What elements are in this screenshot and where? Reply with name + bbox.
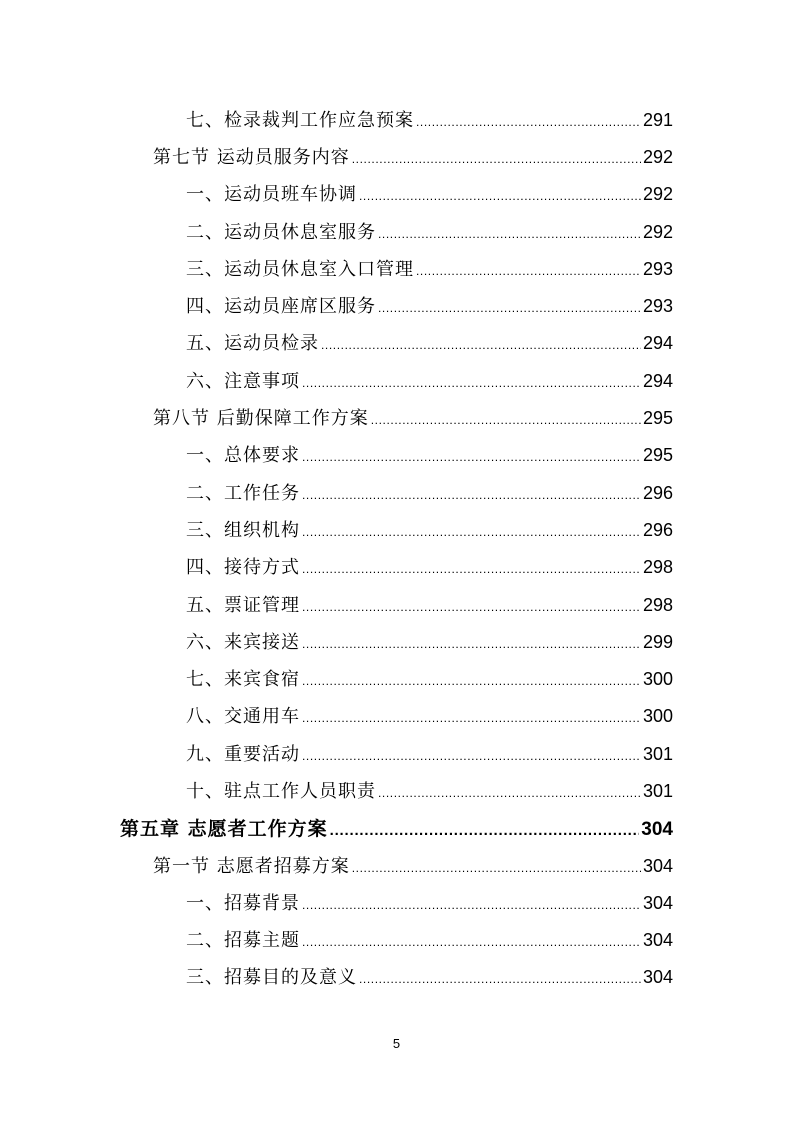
toc-dot-leader — [302, 488, 641, 502]
toc-entry-page-number: 304 — [642, 967, 673, 988]
toc-dot-leader — [302, 450, 641, 464]
toc-entry-page-number: 292 — [642, 221, 673, 242]
toc-dot-leader — [302, 674, 641, 688]
toc-dot-leader — [302, 525, 641, 539]
toc-entry-label: 五、票证管理 — [186, 594, 300, 616]
toc-entry-content — [186, 963, 673, 989]
toc-entry-page-number: 304 — [642, 930, 673, 951]
toc-entry-label: 一、总体要求 — [186, 445, 300, 467]
toc-section-entry[interactable] — [0, 398, 793, 435]
toc-subsection-entry[interactable] — [0, 697, 793, 734]
toc-entry-label: 一、招募背景 — [186, 892, 300, 914]
toc-entry-content — [186, 441, 673, 467]
toc-section-entry[interactable] — [0, 137, 793, 174]
toc-subsection-entry[interactable] — [0, 548, 793, 585]
toc-entry-label: 第一节 志愿者招募方案 — [153, 855, 350, 877]
toc-entry-content — [153, 404, 673, 430]
toc-subsection-entry[interactable] — [0, 958, 793, 995]
toc-entry-page-number: 300 — [642, 669, 673, 690]
toc-subsection-entry[interactable] — [0, 249, 793, 286]
toc-dot-leader — [378, 786, 641, 800]
toc-entry-label: 四、接待方式 — [186, 557, 300, 579]
toc-entry-page-number: 291 — [642, 109, 673, 130]
toc-entry-label: 二、招募主题 — [186, 930, 300, 952]
toc-entry-content — [186, 218, 673, 244]
toc-subsection-entry[interactable] — [0, 361, 793, 398]
page-footer-number: 5 — [392, 1036, 401, 1051]
toc-entry-content — [186, 329, 673, 355]
toc-dot-leader — [302, 711, 641, 725]
toc-entry-content — [186, 516, 673, 542]
toc-entry-page-number: 292 — [642, 184, 673, 205]
toc-dot-leader — [302, 935, 641, 949]
toc-entry-content — [186, 106, 673, 132]
toc-dot-leader — [378, 227, 641, 241]
toc-dot-leader — [330, 822, 640, 839]
toc-entry-content — [186, 740, 673, 766]
toc-entry-page-number: 298 — [642, 557, 673, 578]
toc-dot-leader — [352, 861, 641, 875]
toc-entry-page-number: 294 — [642, 333, 673, 354]
toc-entry-content — [186, 702, 673, 728]
toc-entry-content — [186, 367, 673, 393]
toc-entry-content — [153, 143, 673, 169]
toc-entry-content — [186, 255, 673, 281]
toc-subsection-entry[interactable] — [0, 734, 793, 771]
toc-entry-content — [186, 665, 673, 691]
toc-entry-label: 九、重要活动 — [186, 743, 300, 765]
toc-entry-page-number: 304 — [641, 818, 673, 840]
toc-entry-content — [153, 852, 673, 878]
toc-entry-label: 十、驻点工作人员职责 — [186, 780, 376, 802]
toc-entry-content — [120, 814, 673, 841]
toc-dot-leader — [359, 972, 641, 986]
toc-entry-content — [186, 292, 673, 318]
toc-entry-content — [186, 591, 673, 617]
toc-dot-leader — [321, 338, 641, 352]
toc-subsection-entry[interactable] — [0, 771, 793, 808]
toc-section-entry[interactable] — [0, 846, 793, 883]
toc-subsection-entry[interactable] — [0, 921, 793, 958]
toc-entry-label: 二、运动员休息室服务 — [186, 221, 376, 243]
toc-subsection-entry[interactable] — [0, 436, 793, 473]
toc-dot-leader — [302, 562, 641, 576]
toc-entry-content — [186, 479, 673, 505]
toc-subsection-entry[interactable] — [0, 100, 793, 137]
toc-subsection-entry[interactable] — [0, 473, 793, 510]
toc-entry-label: 一、运动员班车协调 — [186, 184, 357, 206]
toc-entry-label: 第五章 志愿者工作方案 — [120, 817, 328, 840]
toc-entry-page-number: 304 — [642, 892, 673, 913]
toc-entry-content — [186, 180, 673, 206]
toc-entry-page-number: 301 — [642, 743, 673, 764]
toc-entry-label: 四、运动员座席区服务 — [186, 296, 376, 318]
toc-entry-page-number: 295 — [642, 445, 673, 466]
toc-entry-label: 六、来宾接送 — [186, 631, 300, 653]
table-of-contents — [0, 100, 793, 995]
toc-entry-page-number: 295 — [642, 408, 673, 429]
toc-dot-leader — [302, 376, 641, 390]
toc-dot-leader — [378, 301, 641, 315]
toc-dot-leader — [302, 898, 641, 912]
toc-dot-leader — [416, 115, 641, 129]
toc-entry-label: 七、来宾食宿 — [186, 669, 300, 691]
toc-dot-leader — [416, 264, 641, 278]
toc-entry-page-number: 294 — [642, 370, 673, 391]
toc-entry-label: 三、招募目的及意义 — [186, 967, 357, 989]
toc-entry-page-number: 299 — [642, 631, 673, 652]
toc-subsection-entry[interactable] — [0, 212, 793, 249]
toc-dot-leader — [352, 152, 641, 166]
toc-entry-content — [186, 889, 673, 915]
toc-dot-leader — [359, 189, 641, 203]
toc-dot-leader — [302, 749, 641, 763]
toc-entry-page-number: 296 — [642, 482, 673, 503]
toc-entry-label: 三、组织机构 — [186, 519, 300, 541]
toc-entry-page-number: 301 — [642, 780, 673, 801]
toc-entry-page-number: 300 — [642, 706, 673, 727]
toc-chapter-entry[interactable] — [0, 809, 793, 846]
toc-entry-page-number: 293 — [642, 258, 673, 279]
toc-entry-content — [186, 628, 673, 654]
toc-subsection-entry[interactable] — [0, 585, 793, 622]
toc-entry-label: 八、交通用车 — [186, 706, 300, 728]
toc-entry-label: 第七节 运动员服务内容 — [153, 146, 350, 168]
toc-entry-label: 六、注意事项 — [186, 370, 300, 392]
toc-entry-label: 第八节 后勤保障工作方案 — [153, 408, 369, 430]
toc-entry-content — [186, 777, 673, 803]
toc-subsection-entry[interactable] — [0, 659, 793, 696]
toc-dot-leader — [371, 413, 641, 427]
toc-subsection-entry[interactable] — [0, 622, 793, 659]
toc-entry-label: 五、运动员检录 — [186, 333, 319, 355]
toc-dot-leader — [302, 600, 641, 614]
toc-entry-page-number: 298 — [642, 594, 673, 615]
toc-entry-content — [186, 926, 673, 952]
toc-dot-leader — [302, 637, 641, 651]
toc-entry-page-number: 304 — [642, 855, 673, 876]
toc-entry-content — [186, 553, 673, 579]
toc-subsection-entry[interactable] — [0, 883, 793, 920]
toc-subsection-entry[interactable] — [0, 175, 793, 212]
toc-entry-page-number: 296 — [642, 519, 673, 540]
toc-subsection-entry[interactable] — [0, 286, 793, 323]
toc-entry-label: 二、工作任务 — [186, 482, 300, 504]
toc-entry-page-number: 293 — [642, 296, 673, 317]
toc-entry-label: 七、检录裁判工作应急预案 — [186, 109, 414, 131]
toc-subsection-entry[interactable] — [0, 510, 793, 547]
toc-entry-label: 三、运动员休息室入口管理 — [186, 258, 414, 280]
toc-entry-page-number: 292 — [642, 146, 673, 167]
toc-subsection-entry[interactable] — [0, 324, 793, 361]
